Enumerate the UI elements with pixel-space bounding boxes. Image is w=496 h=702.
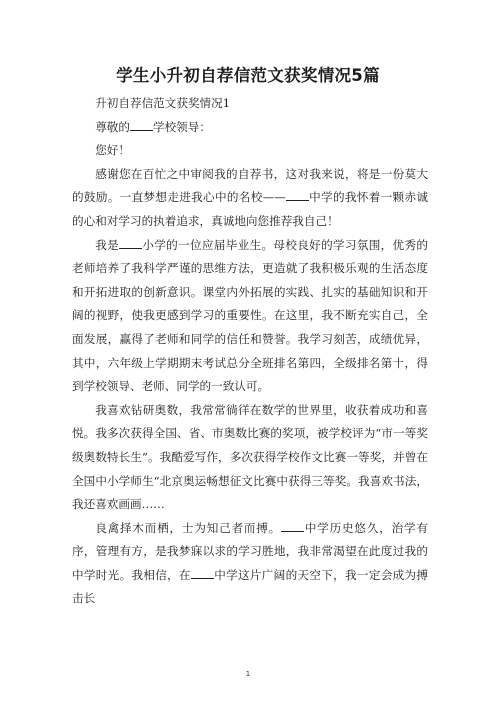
greeting: 您好！ [95,143,130,158]
paragraph-4-prefix: 良禽择木而栖，士为知己者而搏。 [95,520,282,535]
paragraph-1 [72,163,428,234]
blank-line [286,188,309,201]
blank-line [281,519,304,532]
blank-line [191,566,214,579]
paragraph-2-text: 小学的一位应届毕业生。母校良好的学习氛围，优秀的老师培养了我科学严谨的思维方法，更造就了我积极乐观的生活态度和开拓进取的创新意识。课堂内外拓展的实践、扎实的基础知识和开阔的视野，使我更感到学习的重要性。在这里，我不断充实自己，全面发展，赢得了老师和同学的信任和赞誉。我学习刻苦，成绩优异，其中，六年级上学期期末考试总分全班排名第四，全级排名第十，得到学校领导、老师、同学的一致认可。 [72,237,428,394]
section-heading: 升初自荐信范文获奖情况1 [95,96,231,110]
blank-line [130,118,153,131]
paragraph-2 [72,234,428,399]
salutation-prefix: 尊敬的 [95,119,130,134]
paragraph-4-mid: 中学历史悠久，治学有序，管理有方，是我梦寐以求的学习胜地，我非常渴望在此度过我的中学时光。我相信，在 [72,520,428,582]
blank-line [119,236,142,249]
paragraph-4-suffix: 中学这片广阔的天空下，我一定会成为搏击长 [72,567,428,606]
paragraph-1-text: 感谢您在百忙之中审阅我的自荐书，这对我来说，将是一份莫大的鼓励。一直梦想走进我心中的名校—— [72,166,428,205]
paragraph-1-text-b: 中学的我怀着一颗赤诚的心和对学习的执着追求，真诚地向您推荐我自己！ [72,190,428,228]
salutation-suffix: 学校领导： [152,119,211,134]
paragraph-3: 我喜欢钻研奥数，我常常徜徉在数学的世界里，收获着成功和喜悦。我多次获得全国、省、市奥数比赛的奖项，被学校评为“市一等奖级奥数特长生”。我酷爱写作，多次获得学校作文比赛一等奖，并曾在全国中小学师生“北京奥运畅想征文比赛中获得三等奖。我喜欢书法，我还喜欢画画…… [72,402,428,512]
page-number: 1 [245,670,251,678]
document-body [72,92,428,611]
paragraph-4 [72,517,428,611]
paragraph-2-prefix: 我是 [95,237,120,252]
document-title: 学生小升初自荐信范文获奖情况5篇 [116,66,380,85]
salutation [72,116,428,140]
